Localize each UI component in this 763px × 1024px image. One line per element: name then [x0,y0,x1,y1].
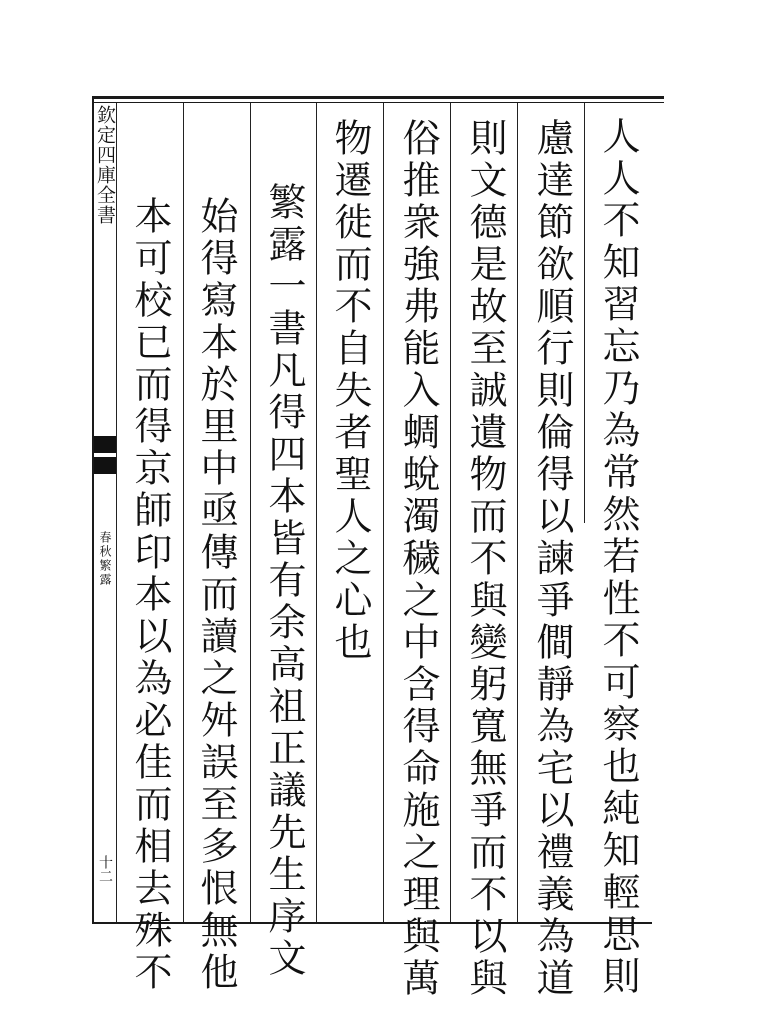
column-divider [383,103,384,922]
column-divider [517,103,518,922]
text-column-5: 物遷徙而不自失者聖人之心也 [328,118,372,664]
text-column-8: 本可校已而得京師印本以為必佳而相去殊不 [128,196,172,994]
text-column-4: 俗推衆強弗能入蜩蛻濁穢之中含得命施之理與萬 [396,118,440,1000]
text-column-3: 則文德是故至誠遺物而不與變躬寬無爭而不以與 [463,118,507,1000]
book-title: 春秋繁露 [98,531,112,587]
top-border-thin [92,102,664,103]
fishtail-mark [94,436,116,474]
column-divider [316,103,317,922]
column-divider [450,103,451,922]
page-number: 十二 [97,855,113,883]
text-column-7: 始得寫本於里中亟傳而讀之舛誤至多恨無他 [194,196,238,994]
column-divider [250,103,251,922]
margin-ear [94,103,116,922]
text-column-1: 人人不知習忘乃為常然若性不可察也純知輕思則 [596,116,640,998]
column-divider [183,103,184,922]
top-border-thick [92,96,664,99]
text-column-6: 繁露一書凡得四本皆有余高祖正議先生序文 [262,182,306,980]
text-column-2: 慮達節欲順行則倫得以諫爭僴靜為宅以禮義為道 [530,118,574,1000]
column-divider [584,103,585,523]
collection-title: 欽定四庫全書 [94,105,116,225]
column-divider [116,103,117,922]
